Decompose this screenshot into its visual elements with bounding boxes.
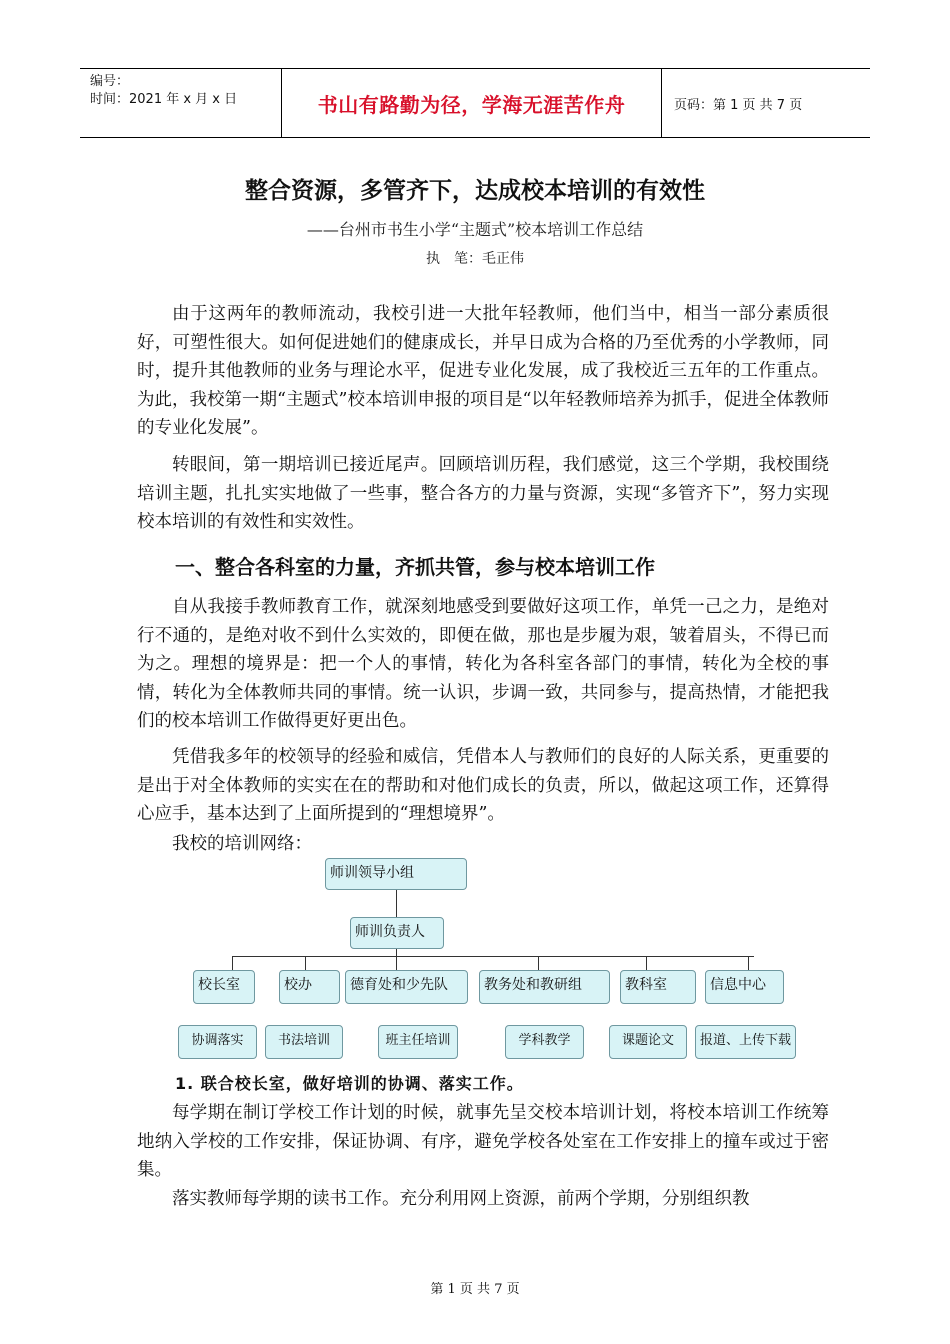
paragraph-3: 自从我接手教师教育工作，就深刻地感受到要做好这项工作，单凭一己之力，是绝对行不通的，是绝对收不到什么实效的，即便在做，那也是步履为艰，皱着眉头，不得已而为之。理想的境界是：把一个人的事情，转化为各科室各部门的事情，转化为全校的事情，转化为全体教师共同的事情。统一认识，步调一致，共同参与，提高热情，才能把我们的校本培训工作做得更好更出色。	[137, 597, 829, 732]
document-subtitle: ——台州市书生小学“主题式”校本培训工作总结	[306, 220, 644, 239]
box-dept-principal-office: 校长室	[193, 970, 255, 1004]
header-page-label: 页码：第 1 页 共 7 页	[674, 97, 803, 113]
box-duty-calligraphy: 书法培训	[265, 1025, 343, 1059]
box-dept-info-center: 信息中心	[705, 970, 784, 1004]
box-leader-group: 师训领导小组	[325, 858, 467, 890]
document-title: 整合资源，多管齐下，达成校本培训的有效性	[245, 178, 705, 204]
connector-drop-4	[538, 956, 539, 970]
connector-drop-3	[396, 956, 397, 970]
section-heading-1: 一、整合各科室的力量，齐抓共管，参与校本培训工作	[175, 555, 655, 579]
box-duty-reporting: 报道、上传下载	[695, 1025, 796, 1059]
box-dept-academic-affairs: 教务处和教研组	[479, 970, 610, 1004]
date-label: 时间：2021 年 x 月 x 日	[90, 92, 238, 107]
document-author: 执 笔：毛正伟	[426, 251, 524, 267]
paragraph-5: 我校的培训网络：	[172, 834, 312, 854]
box-dept-moral-education: 德育处和少先队	[345, 970, 468, 1004]
number-label: 编号：	[90, 74, 130, 89]
box-duty-class-teacher: 班主任培训	[378, 1025, 458, 1059]
subsection-heading-1: 1. 联合校长室，做好培训的协调、落实工作。	[175, 1074, 524, 1093]
header-motto: 书山有路勤为径，学海无涯苦作舟	[282, 69, 662, 137]
paragraph-7: 落实教师每学期的读书工作。充分利用网上资源，前两个学期，分别组织教	[172, 1189, 750, 1209]
box-duty-research-papers: 课题论文	[609, 1025, 687, 1059]
document-header	[80, 68, 870, 138]
connector-drop-2	[305, 956, 306, 970]
box-training-responsible: 师训负责人	[350, 917, 444, 949]
box-duty-subject-teaching: 学科教学	[505, 1025, 584, 1059]
box-duty-coordination: 协调落实	[178, 1025, 257, 1059]
connector-vertical-mid	[396, 948, 397, 956]
connector-horizontal	[232, 956, 754, 957]
paragraph-1: 由于这两年的教师流动，我校引进一大批年轻教师，他们当中，相当一部分素质很好，可塑性很大。如何促进她们的健康成长，并早日成为合格的乃至优秀的小学教师，同时，提升其他教师的业务与理论水平，促进专业化发展，成了我校近三五年的工作重点。为此，我校第一期“主题式”校本培训申报的项目是“以年轻教师培养为抓手，促进全体教师的专业化发展”。	[137, 304, 829, 439]
box-dept-research-office: 教科室	[620, 970, 696, 1004]
paragraph-6: 每学期在制订学校工作计划的时候，就事先呈交校本培训计划，将校本培训工作统筹地纳入学校的工作安排，保证协调、有序，避免学校各处室在工作安排上的撞车或过于密集。	[137, 1103, 829, 1181]
header-meta	[80, 69, 282, 137]
paragraph-2: 转眼间，第一期培训已接近尾声。回顾培训历程，我们感觉，这三个学期，我校围绕培训主题，扎扎实实地做了一些事，整合各方的力量与资源，实现“多管齐下”，努力实现校本培训的有效性和实效性。	[137, 455, 829, 533]
box-dept-school-office: 校办	[279, 970, 340, 1004]
connector-drop-1	[232, 956, 233, 970]
paragraph-4: 凭借我多年的校领导的经验和威信，凭借本人与教师们的良好的人际关系，更重要的是出于对全体教师的实实在在的帮助和对他们成长的负责，所以，做起这项工作，还算得心应手，基本达到了上面所提到的“理想境界”。	[137, 747, 829, 825]
connector-drop-6	[748, 956, 749, 970]
connector-vertical-top	[396, 889, 397, 917]
page-footer: 第 1 页 共 7 页	[430, 1282, 520, 1297]
connector-drop-5	[646, 956, 647, 970]
